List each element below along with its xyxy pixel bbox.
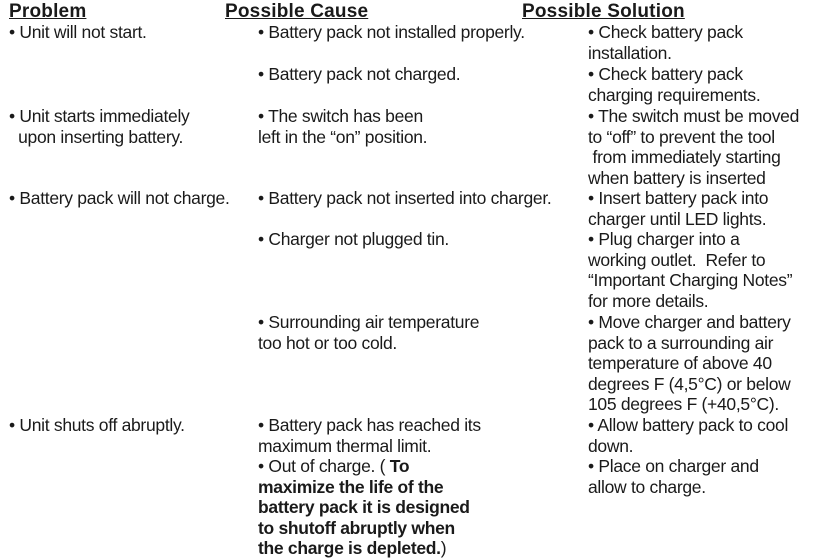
cause-not-plugged: • Charger not plugged tin. [258,229,449,249]
solution-place-on-charger: • Place on charger and allow to charge. [588,456,759,497]
solution-check-charging: • Check battery pack charging requirements. [588,64,761,105]
header-possible-solution: Possible Solution [522,1,685,22]
cause-not-charged: • Battery pack not charged. [258,64,461,84]
problem-starts-immediately: • Unit starts immediately upon inserting battery. [9,106,190,147]
cause-air-temperature: • Surrounding air temperature too hot or too cold. [258,312,480,353]
problem-will-not-charge: • Battery pack will not charge. [9,188,230,208]
solution-check-installation: • Check battery pack installation. [588,22,743,63]
problem-unit-will-not-start: • Unit will not start. [9,22,147,42]
cause-not-inserted: • Battery pack not inserted into charger. [258,188,552,208]
header-possible-cause: Possible Cause [225,1,369,22]
cause-not-installed: • Battery pack not installed properly. [258,22,525,42]
cause-out-of-charge-suffix: ) [440,538,447,559]
solution-switch-off: • The switch must be moved to “off” to prevent the tool from immediately starting when battery is inserted [588,106,800,188]
cause-thermal-limit: • Battery pack has reached its maximum thermal limit. [258,415,481,456]
solution-insert-pack: • Insert battery pack into charger until LED lights. [588,188,769,229]
cause-out-of-charge-note: To maximize the life of the battery pack it is designed to shutoff abruptly when the charge is depleted. [258,456,470,559]
solution-move-charger: • Move charger and battery pack to a surrounding air temperature of above 40 degrees F (4,5°C) or below 105 degrees F (+40,5°C). [588,312,791,415]
cause-out-of-charge-prefix: • Out of charge. ( [258,456,386,476]
solution-allow-cool: • Allow battery pack to cool down. [588,415,789,456]
solution-plug-charger: • Plug charger into a working outlet. Refer to “Important Charging Notes” for more details. [588,229,793,311]
header-problem: Problem [9,1,87,22]
problem-shuts-off: • Unit shuts off abruptly. [9,415,185,435]
cause-out-of-charge [258,456,470,559]
cause-switch-on: • The switch has been left in the “on” position. [258,106,428,147]
